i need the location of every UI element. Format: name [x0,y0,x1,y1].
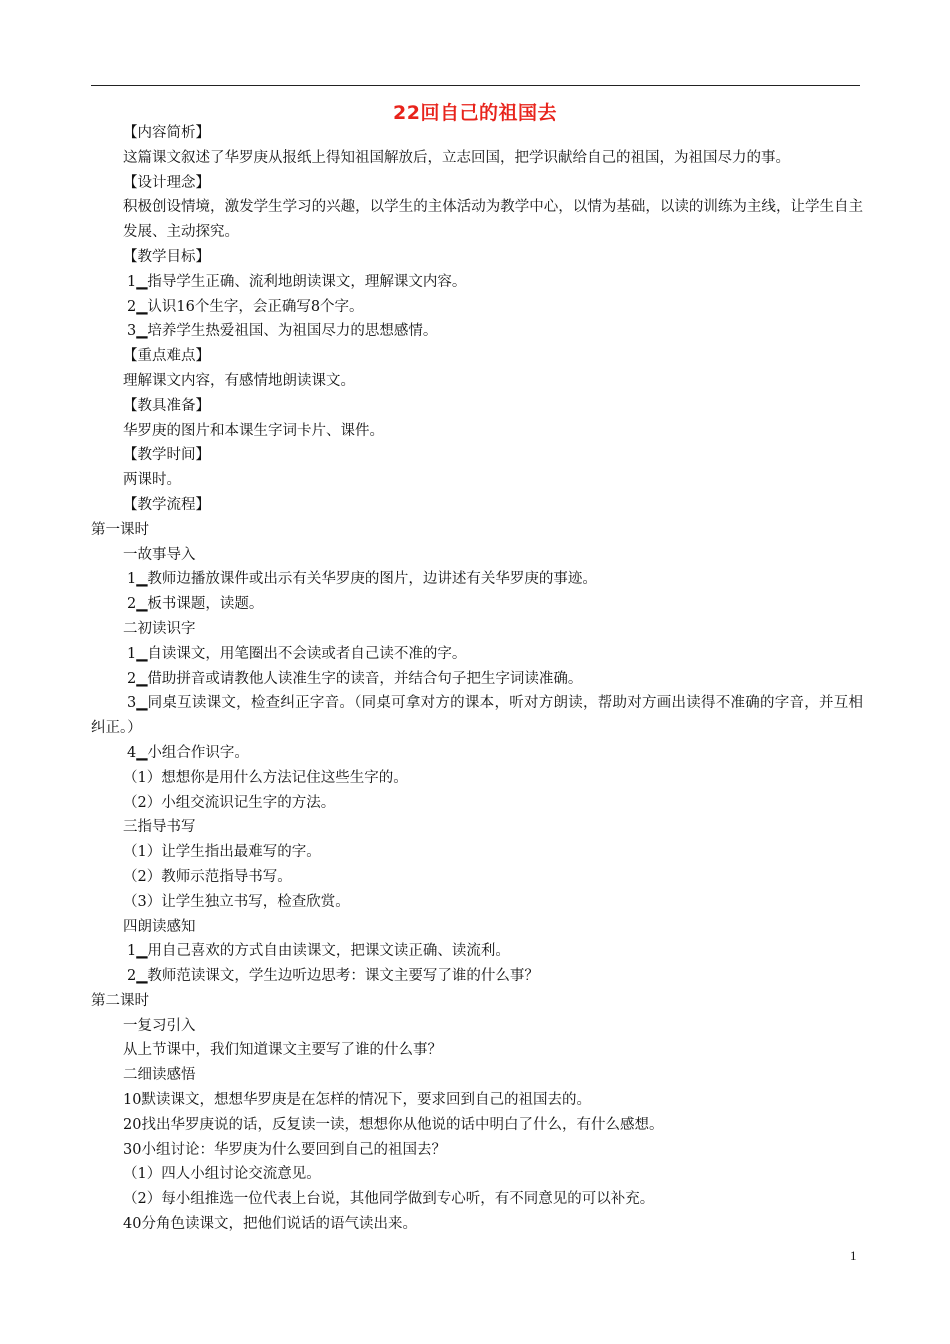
section-heading-summary: 【内容简析】 [123,125,210,141]
list-item: 1▁教师边播放课件或出示有关华罗庚的图片，边讲述有关华罗庚的事迹。 [127,571,597,588]
list-item: 30小组讨论：华罗庚为什么要回到自己的祖国去？ [123,1141,446,1158]
goal-item: 1▁指导学生正确、流利地朗读课文，理解课文内容。 [127,273,467,290]
key-text: 理解课文内容，有感情地朗读课文。 [123,372,355,389]
section-heading-design: 【设计理念】 [123,174,210,191]
lesson2-step1-text: 从上节课中，我们知道课文主要写了谁的什么事？ [123,1042,442,1059]
lesson2-heading: 第二课时 [91,992,149,1009]
design-text: 积极创设情境，激发学生学习的兴趣，以学生的主体活动为教学中心，以情为基础，以读的训练为主线，让学生自主发展、主动探究。 [123,199,863,241]
list-subitem: （1）四人小组讨论交流意见。 [123,1166,321,1183]
lesson1-step4: 四朗读感知 [123,918,196,935]
goal-item: 2▁认识16个生字，会正确写8个字。 [127,298,364,315]
lesson1-step3: 三指导书写 [123,819,196,836]
list-item: 40分角色读课文，把他们说话的语气读出来。 [123,1216,417,1233]
list-subitem: （3）让学生独立书写，检查欣赏。 [123,893,350,910]
list-item: 10默读课文，想想华罗庚是在怎样的情况下，要求回到自己的祖国去的。 [123,1092,591,1109]
list-subitem: （2）小组交流识记生字的方法。 [123,794,336,811]
lesson1-step1: 一故事导入 [123,546,196,563]
document-body [91,121,863,1237]
page-number: 1 [850,1248,857,1263]
document-title: 22回自己的祖国去 [393,102,557,124]
goal-item: 3▁培养学生热爱祖国、为祖国尽力的思想感情。 [127,323,438,340]
list-item: 1▁自读课文，用笔圈出不会读或者自己读不准的字。 [127,645,467,662]
header-rule [91,85,860,86]
list-item: 1▁用自己喜欢的方式自由读课文，把课文读正确、读流利。 [127,943,510,960]
list-item: 2▁教师范读课文，学生边听边思考：课文主要写了谁的什么事？ [127,968,539,985]
section-heading-tools: 【教具准备】 [123,397,210,414]
list-item: 2▁借助拼音或请教他人读准生字的读音，并结合句子把生字词读准确。 [127,670,583,687]
lesson2-step1: 一复习引入 [123,1017,196,1034]
time-text: 两课时。 [123,472,181,489]
summary-text: 这篇课文叙述了华罗庚从报纸上得知祖国解放后，立志回国，把学识献给自己的祖国，为祖国尽力的事。 [123,149,790,166]
section-heading-goals: 【教学目标】 [123,248,210,265]
list-item: 20找出华罗庚说的话，反复读一读，想想你从他说的话中明白了什么，有什么感想。 [123,1116,664,1133]
list-subitem: （2）每小组推选一位代表上台说，其他同学做到专心听，有不同意见的可以补充。 [123,1191,655,1208]
list-item: 3▁同桌互读课文，检查纠正字音。（同桌可拿对方的课本，听对方朗读，帮助对方画出读得不准确的字音，并互相纠正。） [91,695,863,737]
list-subitem: （1）让学生指出最难写的字。 [123,844,321,861]
list-subitem: （1）想想你是用什么方法记住这些生字的。 [123,769,408,786]
list-item: 2▁板书课题，读题。 [127,596,264,613]
list-subitem: （2）教师示范指导书写。 [123,868,292,885]
section-heading-flow: 【教学流程】 [123,496,210,513]
section-heading-key: 【重点难点】 [123,348,210,365]
lesson1-heading: 第一课时 [91,521,149,538]
tools-text: 华罗庚的图片和本课生字词卡片、课件。 [123,422,384,439]
list-item: 4▁小组合作识字。 [127,744,249,761]
section-heading-time: 【教学时间】 [123,447,210,464]
lesson1-step2: 二初读识字 [123,620,196,637]
lesson2-step2: 二细读感悟 [123,1067,196,1084]
